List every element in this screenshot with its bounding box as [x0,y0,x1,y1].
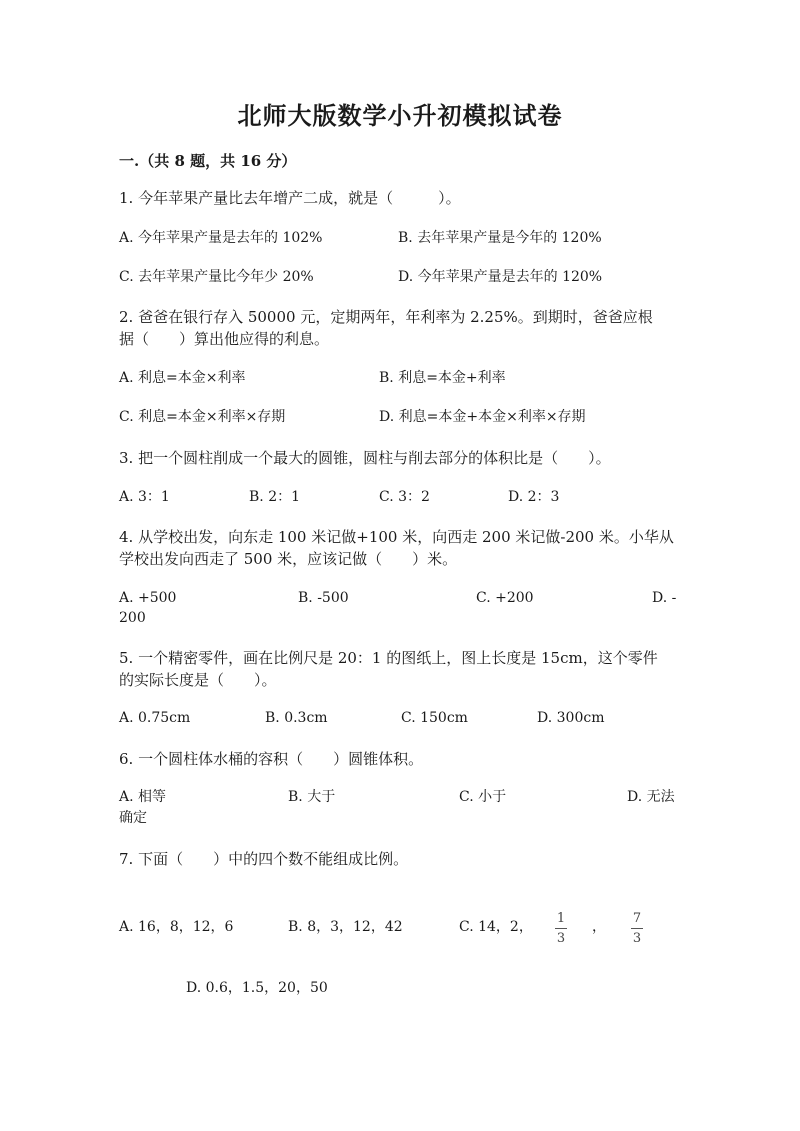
fraction-one-third [555,911,567,946]
question-7-option-a[interactable]: A. 16，8，12，6 [119,919,234,935]
fraction-seven-thirds-denominator: 3 [632,931,642,946]
question-2-option-c[interactable]: C. 利息=本金×利率×存期 [119,409,286,425]
question-2-stem-line-2: 据（ ）算出他应得的利息。 [119,330,330,348]
page-title: 北师大版数学小升初模拟试卷 [237,101,563,130]
question-1-stem: 1. 今年苹果产量比去年增产二成，就是（ ）。 [119,189,461,207]
question-4-option-c[interactable]: C. +200 [476,590,534,606]
question-6-option-b[interactable]: B. 大于 [288,789,336,805]
fraction-separator-comma: ， [592,919,606,935]
question-3-option-c[interactable]: C. 3：2 [379,489,430,505]
fraction-one-third-denominator: 3 [556,931,566,946]
question-1-option-d[interactable]: D. 今年苹果产量是去年的 120% [398,269,603,285]
fraction-one-third-numerator: 1 [556,911,566,926]
question-6-option-a[interactable]: A. 相等 [119,789,167,805]
question-5-option-b[interactable]: B. 0.3cm [265,710,328,726]
question-2-option-d[interactable]: D. 利息=本金+本金×利率×存期 [379,409,586,425]
question-6-stem: 6. 一个圆柱体水桶的容积（ ）圆锥体积。 [119,750,424,768]
question-2-stem-line-1: 2. 爸爸在银行存入 50000 元，定期两年，年利率为 2.25%。到期时，爸爸应根 [119,308,653,326]
fraction-seven-thirds [631,911,643,946]
question-6-option-d[interactable]: D. 无法 [627,789,675,805]
question-6-option-d-continued: 确定 [119,810,147,826]
question-5-stem-line-2: 的实际长度是（ ）。 [119,671,277,689]
question-7-option-b[interactable]: B. 8，3，12，42 [288,919,403,935]
section-heading: 一.（共 8 题，共 16 分） [119,152,297,170]
fraction-bar [631,928,643,929]
question-4-option-d-continued: 200 [119,610,146,626]
question-6-option-c[interactable]: C. 小于 [459,789,507,805]
question-4-option-a[interactable]: A. +500 [119,590,177,606]
question-1-option-b[interactable]: B. 去年苹果产量是今年的 120% [398,230,602,246]
question-3-stem: 3. 把一个圆柱削成一个最大的圆锥，圆柱与削去部分的体积比是（ ）。 [119,449,611,467]
question-3-option-a[interactable]: A. 3：1 [119,489,170,505]
question-3-option-b[interactable]: B. 2：1 [249,489,301,505]
question-7-option-c[interactable]: C. 14，2， [459,919,533,935]
question-2-option-a[interactable]: A. 利息=本金×利率 [119,370,246,386]
question-1-option-a[interactable]: A. 今年苹果产量是去年的 102% [119,230,323,246]
question-7-option-d[interactable]: D. 0.6，1.5，20，50 [186,980,328,996]
question-4-stem-line-2: 学校出发向西走了 500 米，应该记做（ ）米。 [119,550,458,568]
question-4-option-d[interactable]: D. - [652,590,677,606]
question-4-option-b[interactable]: B. -500 [298,590,349,606]
question-5-option-a[interactable]: A. 0.75cm [119,710,191,726]
question-3-option-d[interactable]: D. 2：3 [508,489,560,505]
question-5-stem-line-1: 5. 一个精密零件，画在比例尺是 20：1 的图纸上，图上长度是 15cm，这个零件 [119,649,658,667]
question-7-stem: 7. 下面（ ）中的四个数不能组成比例。 [119,850,409,868]
question-5-option-d[interactable]: D. 300cm [537,710,605,726]
question-1-option-c[interactable]: C. 去年苹果产量比今年少 20% [119,269,314,285]
question-4-stem-line-1: 4. 从学校出发，向东走 100 米记做+100 米，向西走 200 米记做-200 米。小华从 [119,528,674,546]
question-2-option-b[interactable]: B. 利息=本金+利率 [379,370,506,386]
fraction-bar [555,928,567,929]
question-5-option-c[interactable]: C. 150cm [401,710,468,726]
fraction-seven-thirds-numerator: 7 [632,911,642,926]
